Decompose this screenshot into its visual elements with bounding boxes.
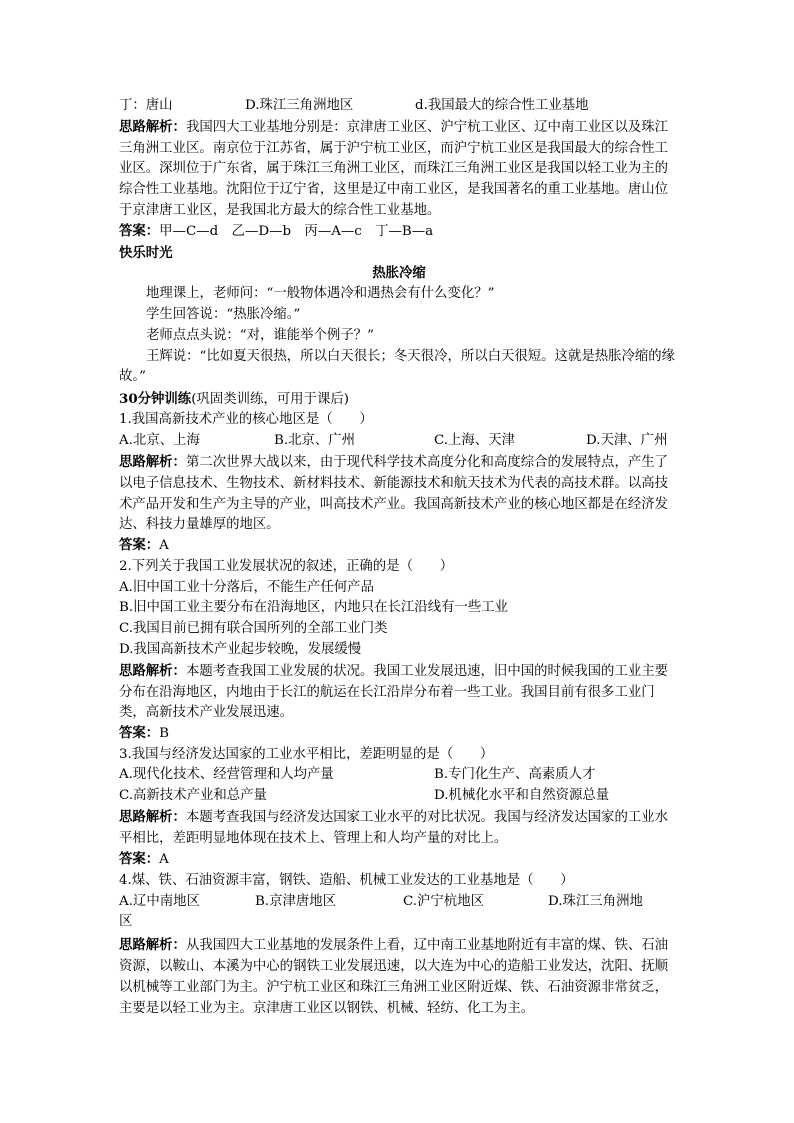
analysis-label: 思路解析： [119,808,186,825]
question-options [119,786,679,807]
option-b: B.旧中国工业主要分布在沿海地区，内地只在长江沿线有一些工业 [119,600,509,616]
analysis-text: 本题考查我国工业发展的状况。我国工业发展迅速，旧中国的时候我国的工业主要分布在沿海地区，内地由于长江的航运在长江沿岸分布着一些工业。我国目前有很多工业门类，高新技术产业发展迅速。 [119,663,669,721]
analysis-text: 从我国四大工业基地的发展条件上看，辽中南工业基地附近有丰富的煤、铁、石油资源，以鞍山、本溪为中心的钢铁工业发展迅速，以大连为中心的造船工业发达，沈阳、抚顺以机械等工业部门为主。沪宁杭工业区和珠江三角洲工业区附近煤、铁、石油资源非常贫乏，主要是以轻工业为主。京津唐工业区以钢铁、机械、轻纺、化工为主。 [119,938,669,1016]
analysis-label: 思路解析： [119,118,186,135]
option-a: A.辽中南地区 [119,893,200,909]
analysis-text: 第二次世界大战以来，由于现代科学技术高度分化和高度综合的发展特点，产生了以电子信息技术、生物技术、新材料技术、新能源技术和航天技术为代表的高技术群。以高技术产品开发和生产为主导的产业，叫高技术产业。我国高新技术产业的核心地区都是在经济发达、科技力量雄厚的地区。 [119,454,669,533]
option-d: D.我国高新技术产业起步较晚，发展缓慢 [119,641,362,657]
training-note: (巩固类训练，可用于课后) [191,391,349,407]
option-a: A.北京、上海 [119,433,200,449]
option-d-region: D.珠江三角洲地区 [245,98,354,113]
answer-label: 答案： [119,724,160,741]
section-training-heading [119,389,679,411]
option-d-continued: 区 [119,914,133,930]
question-stem: 4.煤、铁、石油资源丰富，钢铁、造船、机械工业发达的工业基地是（ ） [119,872,574,888]
option-c: C.高新技术产业和总产量 [119,788,267,804]
question-options [119,892,679,913]
analysis-text: 本题考查我国与经济发达国家工业水平的对比状况。我国与经济发达国家的工业水平相比，差距明显地体现在技术上、管理上和人均产量的对比上。 [119,809,669,846]
question-analysis [119,807,679,849]
intro-analysis [119,117,679,221]
question-answer [119,723,679,745]
option-d-lower: d.我国最大的综合性工业基地 [415,98,589,113]
question-analysis [119,661,679,723]
story-line: 地理课上，老师问：“一般物体遇冷和遇热会有什么变化？” [146,286,495,302]
answer-label: 答案： [119,850,160,867]
analysis-label: 思路解析： [119,937,186,954]
question-options [119,765,679,786]
section-fun-heading: 快乐时光 [119,244,173,261]
question-answer [119,849,679,871]
option-a: A.旧中国工业十分落后，不能生产任何产品 [119,579,374,595]
top-options-row [119,96,679,117]
document-page [119,96,679,1019]
analysis-label: 思路解析： [119,662,186,679]
option-d: D.机械化水平和自然资源总量 [434,788,610,804]
question-stem: 3.我国与经济发达国家的工业水平相比，差距明显的是（ ） [119,746,494,762]
training-title: 30分钟训练 [119,390,192,407]
option-c: C.上海、天津 [434,433,515,449]
question-answer [119,535,679,557]
option-b: B.专门化生产、高素质人才 [434,767,596,783]
question-options [119,431,679,452]
story-last-line: 王辉说：“比如夏天很热，所以白天很长；冬天很冷，所以白天很短。这就是热胀冷缩的缘故。” [119,348,676,385]
intro-analysis-text: 我国四大工业基地分别是：京津唐工业区、沪宁杭工业区、辽中南工业区以及珠江三角洲工业区。南京位于江苏省，属于沪宁杭工业区，而沪宁杭工业区是我国最大的综合性工业区。深圳位于广东省，属于珠江三角洲工业区，而珠江三角洲工业区是我国以轻工业为主的综合性工业基地。沈阳位于辽宁省，这里是辽中南工业区，是我国著名的重工业基地。唐山位于京津唐工业区，是我国北方最大的综合性工业基地。 [119,119,669,218]
intro-answer [119,221,679,243]
question-analysis [119,452,679,535]
story-line: 学生回答说：“热胀冷缩。” [146,306,301,322]
story-line: 老师点点头说：“对，谁能举个例子？” [146,327,374,343]
answer-value: A [159,851,169,867]
intro-answer-text: 甲—C—d 乙—D—b 丙—A—c 丁—B—a [159,223,434,239]
option-b: B.京津唐地区 [255,893,337,909]
option-c: C.沪宁杭地区 [403,893,484,909]
option-d: D.天津、广州 [586,433,668,449]
answer-value: A [159,537,169,553]
answer-value: B [159,725,170,741]
question-stem: 2.下列关于我国工业发展状况的叙述，正确的是（ ） [119,558,454,574]
option-d: D.珠江三角洲地 [548,893,643,909]
option-ding: 丁：唐山 [119,98,173,113]
option-c: C.我国目前已拥有联合国所列的全部工业门类 [119,621,388,637]
option-b: B.北京、广州 [274,433,356,449]
analysis-label: 思路解析： [119,453,186,470]
answer-label: 答案： [119,222,160,239]
question-analysis [119,935,679,1019]
question-stem: 1.我国高新技术产业的核心地区是（ ） [119,412,373,428]
story-title: 热胀冷缩 [372,265,426,282]
answer-label: 答案： [119,536,160,553]
option-a: A.现代化技术、经营管理和人均产量 [119,767,334,783]
